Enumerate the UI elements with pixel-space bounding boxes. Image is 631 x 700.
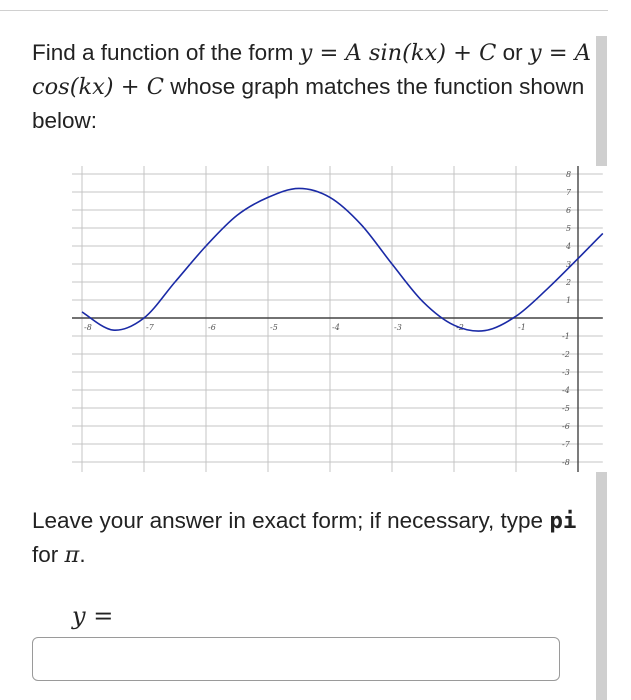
top-divider (0, 10, 608, 11)
note-text: Leave your answer in exact form; if necessary, type (32, 508, 550, 533)
question-text (32, 36, 592, 138)
y-tick-label: -4 (562, 386, 570, 395)
y-tick-label: -8 (562, 458, 570, 467)
scrollbar-thumb[interactable] (596, 36, 607, 166)
y-tick-label: 5 (566, 224, 572, 233)
instruction-note (32, 504, 592, 572)
scrollbar-track[interactable] (596, 472, 607, 700)
y-tick-label: -2 (562, 350, 570, 359)
note-for: for (32, 542, 65, 567)
question-or: or (496, 40, 529, 65)
x-tick-label: -2 (456, 323, 464, 332)
function-graph (72, 166, 610, 472)
x-tick-label: -3 (394, 323, 402, 332)
x-tick-label: -1 (518, 323, 526, 332)
answer-input[interactable] (32, 637, 560, 681)
form-sine: y = A sin(kx) + C (299, 40, 497, 66)
y-tick-label: 2 (566, 278, 572, 287)
note-code: pi (549, 508, 577, 534)
y-tick-label: 4 (566, 242, 572, 251)
x-tick-label: -6 (208, 323, 216, 332)
answer-label: y = (72, 602, 114, 630)
x-tick-label: -4 (332, 323, 340, 332)
y-tick-label: -6 (562, 422, 570, 431)
y-tick-label: 1 (566, 296, 572, 305)
y-tick-label: 8 (566, 170, 572, 179)
y-tick-label: -3 (562, 368, 570, 377)
y-tick-label: -5 (562, 404, 570, 413)
note-end: . (79, 542, 86, 567)
y-tick-label: -1 (562, 332, 570, 341)
form-cosine: y = A cos(kx) + C (32, 40, 592, 100)
question-suffix: whose graph matches the function shown below: (32, 74, 585, 133)
y-tick-label: 6 (566, 206, 572, 215)
x-tick-label: -5 (270, 323, 278, 332)
pi-symbol: π (64, 542, 80, 568)
y-tick-label: 7 (566, 188, 572, 197)
question-prefix: Find a function of the form (32, 40, 300, 65)
x-tick-label: -7 (146, 323, 154, 332)
x-tick-label: -8 (84, 323, 92, 332)
y-tick-label: 3 (566, 260, 572, 269)
y-tick-label: -7 (562, 440, 570, 449)
